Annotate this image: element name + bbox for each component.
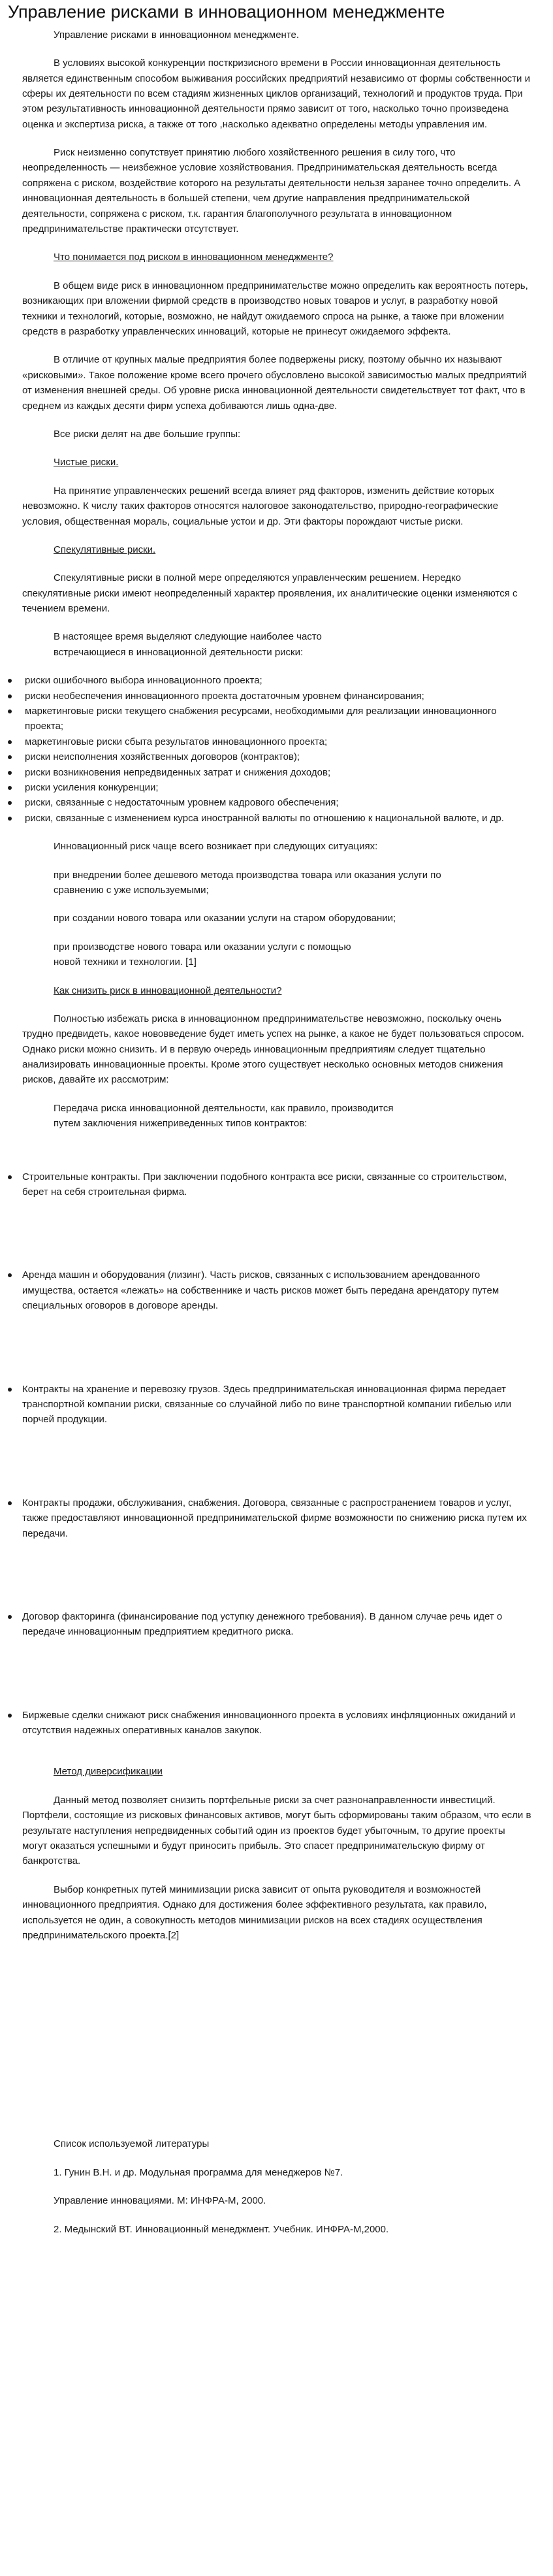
paragraph-small-firms: В отличие от крупных малые предприятия более подвержены риску, поэтому обычно их называют «рисковыми». Такое положение кроме всего прочего обусловлено высокой зависимостью малых предприятий от изменения внешней среды. Об уровне риска инновационной деятельности свидетельствует тот факт, что в среднем из каждых десяти фирм успеха добиваются лишь одна-две.	[22, 354, 527, 412]
list-item: маркетинговые риски текущего снабжения ресурсами, необходимыми для реализации инновационного проекта;	[22, 704, 532, 734]
list-item: Договор факторинга (финансирование под уступку денежного требования). В данном случае речь идет о передаче инновационным предприятием кредитного риска.	[22, 1609, 532, 1640]
reference-1-line-1: 1. Гунин В.Н. и др. Модульная программа для менеджеров №7.	[54, 2166, 343, 2178]
list-item: Контракты продажи, обслуживания, снабжения. Договора, связанные с распространением товаров и услуг, также предоставляют инновационной предпринимательской фирме возможности по снижению риска путем их передачи.	[22, 1495, 532, 1541]
situation-old-equipment: при создании нового товара или оказании услуги на старом оборудовании;	[54, 913, 396, 924]
paragraph-speculative-risks: Спекулятивные риски в полной мере определяются управленческим решением. Нередко спекулятивные риски имеют неопределенный характер проявления, их аналитические оценки изменяются с течением времени.	[22, 572, 518, 615]
list-item: Контракты на хранение и перевозку грузов. Здесь предпринимательская инновационная фирма передает транспортной компании риски, связанные со случайной либо по вине транспортной компании гибелью или порчей продукции.	[22, 1382, 532, 1427]
situation-new-technology: при производстве нового товара или оказании услуги с помощью новой техники и технологии. [1]	[54, 941, 351, 968]
page-title: Управление рисками в инновационном менеджменте	[8, 2, 445, 22]
list-item: риски, связанные с недостаточным уровнем кадрового обеспечения;	[22, 795, 532, 810]
intro-line: Управление рисками в инновационном менеджменте.	[54, 29, 300, 41]
list-item: Аренда машин и оборудования (лизинг). Часть рисков, связанных с использованием арендованного имущества, остается «лежать» на собственнике и часть рисков может быть передана арендатору путем специальных оговоров в договоре аренды.	[22, 1267, 532, 1313]
paragraph-choice-of-methods: Выбор конкретных путей минимизации риска зависит от опыта руководителя и возможностей инновационного предприятия. Однако для достижения более эффективного результата, как правило, используется не один, а совокупность методов минимизации рисков на всех стадиях осуществления предпринимательского проекта.[2]	[22, 1883, 487, 1941]
paragraph-context: В условиях высокой конкуренции посткризисного времени в России инновационная деятельность является единственным способом выживания российских предприятий независимо от формы собственности и сферы их деятельности по всем стадиям жизненных циклов организаций, технологий и продуктов труда. При этом результативность инновационной деятельности прямо зависит от того, насколько точно произведена оценка и экспертиза риска, а также от того ,насколько адекватно определены методы управления им.	[22, 57, 530, 130]
paragraph-groups: Все риски делят на две большие группы:	[54, 428, 241, 440]
list-item: риски возникновения непредвиденных затрат и снижения доходов;	[22, 765, 532, 780]
list-item: риски, связанные с изменением курса иностранной валюты по отношению к национальной валюте, и др.	[22, 811, 532, 826]
paragraph-risk-transfer: Передача риска инновационной деятельности, как правило, производится путем заключения нижеприведенных типов контрактов:	[54, 1102, 394, 1130]
heading-how-to-reduce: Как снизить риск в инновационной деятельности?	[54, 985, 282, 996]
references-section	[22, 2136, 532, 2237]
list-item: риски ошибочного выбора инновационного проекта;	[22, 673, 532, 688]
paragraph-pure-risks: На принятие управленческих решений всегда влияет ряд факторов, изменить действие которых невозможно. К числу таких факторов относятся налоговое законодательство, природно-географические условия, общественная мораль, социальные устои и др. Эти факторы порождают чистые риски.	[22, 485, 499, 527]
article-body	[8, 27, 544, 2237]
paragraph-risk-definition: В общем виде риск в инновационном предпринимательстве можно определить как вероятность потерь, возникающих при вложении фирмой средств в производство новых товаров и услуг, в разработку новой техники и технологий, которые, возможно, не найдут ожидаемого спроса на рынке, а также при вложении средств в разработку управленческих инноваций, которые не принесут ожидаемого эффекта.	[22, 280, 528, 337]
list-item: Строительные контракты. При заключении подобного контракта все риски, связанные со строительством, берет на себя строительная фирма.	[22, 1169, 532, 1200]
paragraph-situations: Инновационный риск чаще всего возникает при следующих ситуациях:	[54, 841, 378, 853]
paragraph-diversification: Данный метод позволяет снизить портфельные риски за счет разнонаправленности инвестиций. Портфели, состоящие из рисковых финансовых активов, могут быть сформированы таким образом, что если в результате наступления непредвиденных событий один из проектов будет убыточным, то другие проекты могут оказаться успешными и будут приносить прибыль. Это спасет предпринимательскую фирму от банкротства.	[22, 1794, 531, 1867]
heading-pure-risks: Чистые риски.	[54, 457, 119, 468]
list-item: маркетинговые риски сбыта результатов инновационного проекта;	[22, 734, 532, 749]
risk-list	[22, 673, 532, 826]
list-item: риски необеспечения инновационного проекта достаточным уровнем финансирования;	[22, 689, 532, 704]
heading-speculative-risks: Спекулятивные риски.	[54, 544, 156, 555]
list-item: риски неисполнения хозяйственных договоров (контрактов);	[22, 749, 532, 764]
references-title: Список используемой литературы	[54, 2138, 210, 2150]
list-item: Биржевые сделки снижают риск снабжения инновационного проекта в условиях инфляционных ожиданий и отсутствия надежных оперативных каналов закупок.	[22, 1708, 532, 1738]
heading-what-is-risk: Что понимается под риском в инновационном менеджменте?	[54, 252, 334, 263]
reference-2: 2. Медынский ВТ. Инновационный менеджмент. Учебник. ИНФРА-М,2000.	[54, 2223, 389, 2235]
list-item: риски усиления конкуренции;	[22, 780, 532, 795]
paragraph-reduce-risk: Полностью избежать риска в инновационном предпринимательстве невозможно, поскольку очень трудно предвидеть, какое нововведение будет иметь успех на рынке, а какое не будет пользоваться спросом. Однако риски можно снизить. И в первую очередь инновационным предприятиям следует тщательно анализировать инновационные проекты. Кроме этого существует несколько основных методов снижения рисков, давайте их рассмотрим:	[22, 1013, 524, 1086]
contracts-list	[22, 1169, 532, 1738]
heading-diversification: Метод диверсификации	[54, 1766, 163, 1778]
paragraph-current-risks: В настоящее время выделяют следующие наиболее часто встречающиеся в инновационной деятельности риски:	[54, 631, 322, 658]
reference-1-line-2: Управление инновациями. М: ИНФРА-М, 2000.	[54, 2195, 266, 2207]
situation-cheaper-method: при внедрении более дешевого метода производства товара или оказания услуги по сравнению с уже используемыми;	[54, 869, 441, 896]
paragraph-risk-general: Риск неизменно сопутствует принятию любого хозяйственного решения в силу того, что неопределенность — неизбежное условие хозяйствования. Предпринимательская деятельность всегда сопряжена с риском, воздействие которого на результаты деятельности нельзя заранее точно определить. А инновационная деятельность в большей степени, чем другие направления предпринимательской деятельности, сопряжена с риском, т.к. гарантия благополучного результата в инновационном предпринимательстве практически отсутствует.	[22, 147, 521, 235]
